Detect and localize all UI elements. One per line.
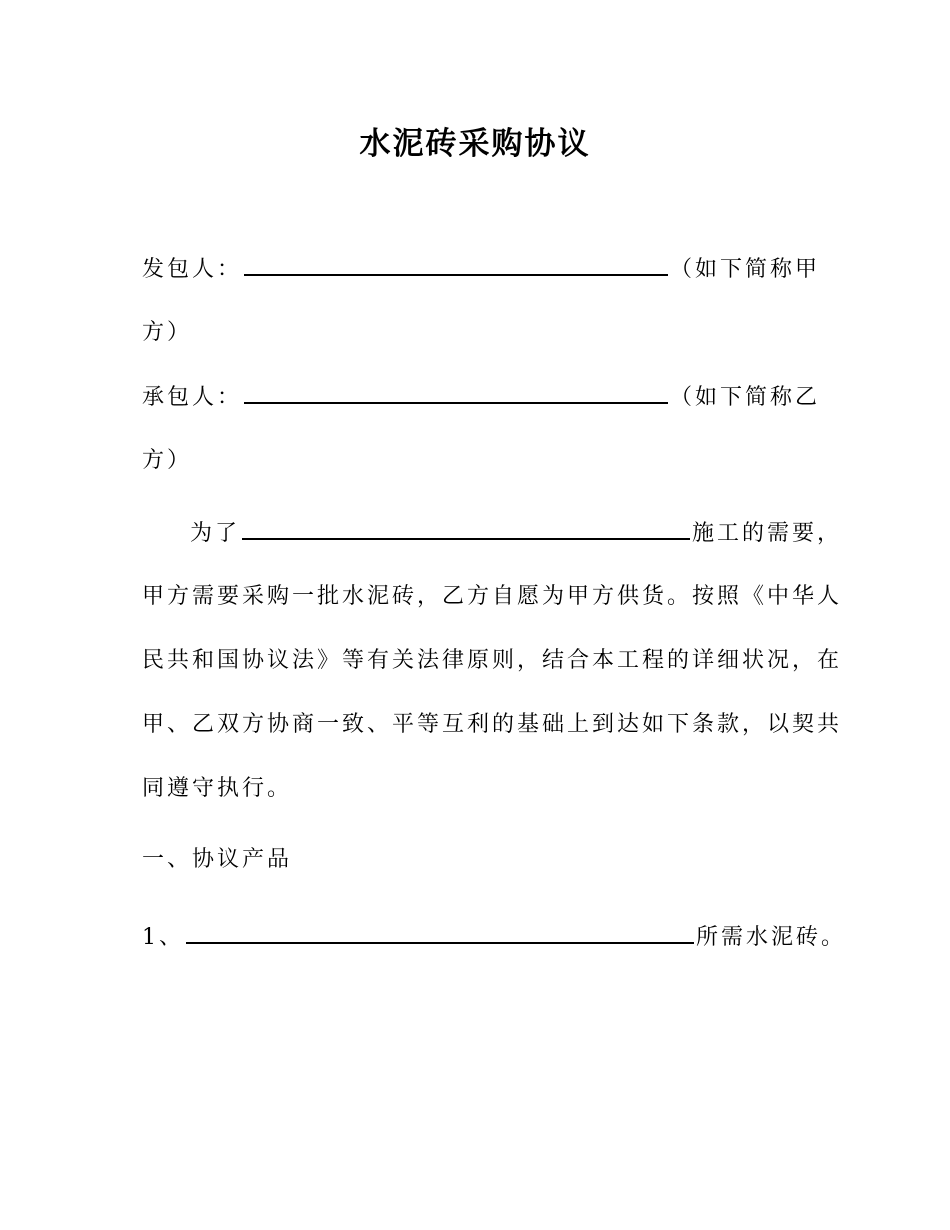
party-b-suffix-cont-line [142, 444, 192, 478]
party-b-line [142, 380, 820, 415]
item-1-blank[interactable] [186, 920, 694, 944]
intro-line-4: 同遵守执行。 [142, 776, 293, 801]
party-a-suffix: （如下简称甲 [670, 257, 821, 282]
intro-suffix: 施工的需要， [692, 521, 843, 546]
section-1-heading: 一、协议产品 [142, 847, 293, 872]
party-b-suffix-cont: 方） [142, 448, 193, 473]
intro-first-line [190, 516, 842, 551]
intro-line-3: 甲、乙双方协商一致、平等互利的基础上到达如下条款，以契共 [142, 712, 843, 737]
party-a-blank[interactable] [244, 252, 668, 276]
party-b-label: 承包人： [142, 385, 243, 410]
intro-line-2: 民共和国协议法》等有关法律原则，结合本工程的详细状况，在 [142, 648, 843, 673]
party-a-suffix-cont: 方） [142, 320, 193, 345]
intro-prefix: 为了 [190, 521, 241, 546]
project-name-blank[interactable] [242, 516, 690, 540]
item-1-prefix: 1、 [142, 925, 184, 950]
section-1-item-1 [142, 920, 846, 955]
party-a-suffix-cont-line [142, 316, 192, 350]
party-a-label: 发包人： [142, 257, 243, 282]
document-title: 水泥砖采购协议 [359, 126, 591, 162]
party-b-blank[interactable] [244, 380, 668, 404]
party-a-line [142, 252, 820, 287]
intro-line-1: 甲方需要采购一批水泥砖，乙方自愿为甲方供货。按照《中华人 [142, 584, 843, 609]
item-1-suffix: 所需水泥砖。 [696, 925, 847, 950]
party-b-suffix: （如下简称乙 [670, 385, 821, 410]
